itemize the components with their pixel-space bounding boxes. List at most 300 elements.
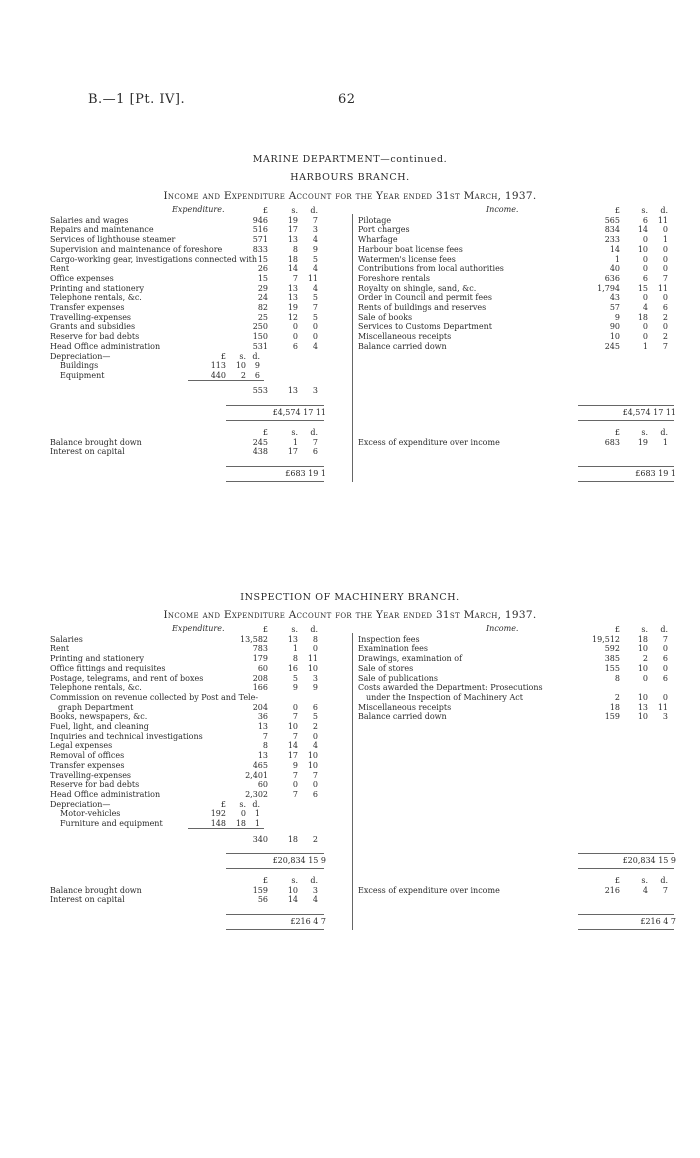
- harbours-inc-amt-s: 18: [637, 312, 648, 322]
- machinery-bal-exp-total: £216 4 7: [290, 917, 326, 927]
- machinery-bal-exp-amt-s: 10: [287, 885, 298, 895]
- harbours-exp-amt-s: 12: [287, 312, 298, 322]
- harbours-inc-head-s: s.: [641, 206, 648, 215]
- machinery-exp-amt-l: 179: [252, 654, 268, 664]
- harbours-inc-amt-s: 1: [642, 341, 648, 351]
- machinery-exp-amt-s: 9: [292, 683, 298, 693]
- harbours-inc-amt-l: 233: [604, 235, 620, 245]
- machinery-exp-label: Books, newspapers, &c.: [50, 712, 148, 722]
- harbours-inc-amt-l: 14: [609, 244, 620, 254]
- harbours-exp-label: Salaries and wages: [50, 215, 129, 225]
- machinery-bal-inc-amt-s: 4: [642, 885, 648, 895]
- harbours-inc-label: Harbour boat license fees: [358, 244, 463, 254]
- machinery-exp-label: Transfer expenses: [50, 760, 125, 770]
- machinery-dep-amt-l: 192: [210, 809, 226, 819]
- harbours-bal-exp-label: Interest on capital: [50, 447, 125, 457]
- harbours-bal-inc-total: £683 19 1: [635, 468, 676, 478]
- machinery-bal-exp-amt-d: 4: [312, 895, 318, 905]
- harbours-inc-label: Rents of buildings and reserves: [358, 303, 487, 312]
- harbours-inc-amt-d: 2: [662, 312, 668, 322]
- machinery-dep-label: Furniture and equipment: [60, 819, 163, 828]
- machinery-bal-inc-label: Excess of expenditure over income: [358, 885, 500, 895]
- harbours-exp-amt-s: 17: [287, 225, 298, 235]
- harbours-bal-inc-amt-s: 19: [637, 437, 648, 447]
- machinery-inc-label: Sale of publications: [358, 673, 439, 683]
- machinery-exp-amt-d: 10: [307, 751, 318, 761]
- harbours-account-title: Income and Expenditure Account for the Year ended 31st March, 1937.: [163, 190, 537, 202]
- machinery-exp-label: Inquiries and technical investigations: [50, 731, 203, 741]
- machinery-exp-amt-s: 7: [292, 789, 298, 799]
- harbours-branch-title: HARBOURS BRANCH.: [290, 172, 410, 183]
- harbours-exp-label: Repairs and maintenance: [50, 225, 154, 235]
- machinery-inc-amt-d: 7: [662, 634, 668, 644]
- machinery-inc-label: Examination fees: [358, 644, 429, 654]
- machinery-exp-amt-l: 166: [252, 683, 268, 693]
- harbours-inc-amt-d: 2: [662, 332, 668, 342]
- harbours-inc-amt-l: 10: [609, 332, 620, 342]
- harbours-exp-amt-l: 15: [257, 273, 268, 283]
- machinery-exp-amt-l: 36: [257, 712, 268, 722]
- machinery-inc-amt-d: 0: [662, 644, 668, 654]
- machinery-exp-head-s: s.: [291, 625, 298, 634]
- machinery-dep-total-d: 2: [312, 834, 318, 844]
- harbours-column-divider: [352, 214, 353, 482]
- harbours-dep-head-s: s.: [239, 351, 246, 361]
- harbours-exp-amt-l: 250: [252, 322, 268, 332]
- harbours-dep-total-l: 553: [252, 386, 268, 396]
- machinery-inc-head-s: s.: [641, 625, 648, 634]
- harbours-dep-amt-l: 113: [210, 361, 226, 371]
- harbours-exp-amt-s: 14: [287, 264, 298, 274]
- machinery-exp-amt-s: 10: [287, 722, 298, 731]
- harbours-bal-inc-head-d: d.: [660, 427, 668, 437]
- machinery-exp-amt-l: 783: [252, 644, 268, 654]
- machinery-exp-head-l: £: [262, 625, 268, 634]
- harbours-bal-exp-amt-l: 245: [252, 437, 268, 447]
- harbours-exp-head-l: £: [262, 206, 268, 215]
- harbours-inc-total-rule: [578, 405, 674, 406]
- machinery-bal-inc-amt-d: 7: [662, 885, 668, 895]
- machinery-dep-head-s: s.: [239, 799, 246, 809]
- machinery-exp-amt-l: 465: [252, 760, 268, 770]
- page-number: 62: [338, 92, 356, 107]
- machinery-bal-inc-amt-l: 216: [604, 885, 620, 895]
- harbours-bal-inc-rule2: [578, 481, 674, 482]
- machinery-exp-amt-d: 3: [312, 673, 318, 683]
- machinery-exp-amt-s: 7: [292, 731, 298, 741]
- harbours-dep-label: Equipment: [60, 370, 105, 380]
- harbours-dep-amt-s: 2: [240, 370, 246, 380]
- harbours-inc-amt-d: 0: [662, 322, 668, 332]
- machinery-exp-amt-l: 13: [257, 751, 268, 761]
- harbours-exp-amt-s: 0: [292, 332, 298, 342]
- machinery-expenditure-heading: Expenditure.: [172, 624, 225, 633]
- machinery-branch-title: INSPECTION OF MACHINERY BRANCH.: [240, 592, 460, 603]
- machinery-exp-label: Commission on revenue collected by Post and Tele-: [50, 692, 259, 702]
- machinery-exp-amt-d: 10: [307, 760, 318, 770]
- machinery-inc-label: Miscellaneous receipts: [358, 702, 452, 712]
- harbours-exp-label: Supervision and maintenance of foreshore: [50, 244, 223, 254]
- machinery-exp-label: Head Office administration: [50, 789, 161, 799]
- harbours-exp-amt-l: 15: [257, 254, 268, 264]
- machinery-inc-amt-d: 6: [662, 654, 668, 664]
- machinery-exp-label: Office fittings and requisites: [50, 663, 166, 673]
- machinery-inc-amt-s: 0: [642, 673, 648, 683]
- harbours-inc-amt-l: 636: [604, 273, 620, 283]
- machinery-exp-label: Depreciation—: [50, 799, 111, 809]
- machinery-exp-label: Postage, telegrams, and rent of boxes: [50, 673, 204, 683]
- machinery-exp-label: Salaries: [50, 634, 83, 644]
- harbours-exp-amt-l: 946: [252, 215, 268, 225]
- machinery-bal-inc-head-d: d.: [660, 875, 668, 885]
- harbours-exp-label: Office expenses: [50, 273, 114, 283]
- harbours-bal-exp-amt-s: 17: [287, 447, 298, 457]
- machinery-exp-amt-s: 9: [292, 760, 298, 770]
- harbours-inc-amt-l: 1: [614, 254, 620, 264]
- machinery-exp-label: Legal expenses: [50, 741, 113, 751]
- harbours-exp-amt-l: 82: [257, 303, 268, 312]
- machinery-exp-amt-d: 9: [312, 683, 318, 693]
- machinery-inc-amt-l: 2: [614, 692, 620, 702]
- harbours-inc-head-d: d.: [660, 206, 668, 215]
- harbours-inc-amt-d: 11: [657, 283, 668, 293]
- harbours-inc-amt-s: 6: [642, 273, 648, 283]
- harbours-bal-exp-head-d: d.: [310, 427, 318, 437]
- machinery-inc-label: under the Inspection of Machinery Act: [366, 692, 523, 702]
- harbours-bal-inc-label: Excess of expenditure over income: [358, 437, 500, 447]
- machinery-dep-rule: [188, 828, 264, 829]
- harbours-exp-label: Services of lighthouse steamer: [50, 235, 176, 245]
- machinery-exp-amt-s: 7: [292, 770, 298, 780]
- machinery-exp-amt-l: 13,582: [240, 634, 268, 644]
- machinery-inc-amt-d: 6: [662, 673, 668, 683]
- harbours-exp-label: Depreciation—: [50, 351, 111, 361]
- machinery-inc-amt-s: 10: [637, 692, 648, 702]
- machinery-bal-exp-head-d: d.: [310, 875, 318, 885]
- harbours-exp-label: Head Office administration: [50, 341, 161, 351]
- harbours-inc-label: Order in Council and permit fees: [358, 293, 492, 303]
- harbours-exp-amt-d: 4: [312, 283, 318, 293]
- machinery-exp-total: £20,834 15 9: [272, 856, 326, 866]
- harbours-exp-amt-d: 5: [312, 293, 318, 303]
- harbours-exp-amt-s: 0: [292, 322, 298, 332]
- machinery-exp-total-rule: [226, 853, 324, 854]
- harbours-inc-amt-l: 43: [609, 293, 620, 303]
- harbours-inc-label: Watermen's license fees: [358, 254, 456, 264]
- harbours-dep-amt-d: 6: [254, 370, 260, 380]
- harbours-exp-amt-d: 3: [312, 225, 318, 235]
- harbours-inc-amt-s: 6: [642, 215, 648, 225]
- machinery-exp-amt-s: 0: [292, 780, 298, 790]
- harbours-bal-inc-amt-d: 1: [662, 437, 668, 447]
- harbours-bal-inc-amt-l: 683: [604, 437, 620, 447]
- machinery-exp-label: Removal of offices: [50, 751, 125, 761]
- harbours-exp-amt-l: 26: [257, 264, 268, 274]
- harbours-inc-amt-s: 4: [642, 303, 648, 312]
- harbours-exp-amt-l: 571: [252, 235, 268, 245]
- machinery-exp-amt-l: 60: [257, 780, 268, 790]
- machinery-exp-amt-d: 0: [312, 731, 318, 741]
- machinery-exp-amt-d: 7: [312, 770, 318, 780]
- machinery-inc-amt-s: 18: [637, 634, 648, 644]
- machinery-exp-head-d: d.: [310, 625, 318, 634]
- harbours-exp-amt-d: 9: [312, 244, 318, 254]
- harbours-exp-amt-l: 516: [252, 225, 268, 235]
- harbours-income-heading: Income.: [486, 205, 519, 214]
- machinery-dep-amt-s: 0: [240, 809, 246, 819]
- machinery-bal-exp-amt-s: 14: [287, 895, 298, 905]
- harbours-exp-amt-l: 150: [252, 332, 268, 342]
- machinery-dep-head-d: d.: [252, 799, 260, 809]
- harbours-inc-amt-s: 0: [642, 332, 648, 342]
- harbours-dep-amt-l: 440: [210, 370, 226, 380]
- machinery-inc-amt-l: 8: [614, 673, 620, 683]
- machinery-inc-label: Inspection fees: [358, 634, 420, 644]
- machinery-bal-exp-amt-l: 56: [257, 895, 268, 905]
- harbours-inc-head-l: £: [614, 206, 620, 215]
- harbours-exp-amt-d: 4: [312, 341, 318, 351]
- harbours-inc-amt-d: 7: [662, 273, 668, 283]
- harbours-exp-amt-s: 13: [287, 283, 298, 293]
- machinery-bal-inc-rule2: [578, 929, 674, 930]
- machinery-exp-amt-l: 60: [257, 663, 268, 673]
- machinery-inc-amt-s: 10: [637, 644, 648, 654]
- harbours-exp-amt-d: 11: [307, 273, 318, 283]
- harbours-exp-label: Travelling-expenses: [50, 312, 132, 322]
- harbours-exp-amt-d: 5: [312, 312, 318, 322]
- machinery-bal-inc-head-s: s.: [641, 875, 648, 885]
- machinery-exp-amt-d: 11: [307, 654, 318, 664]
- harbours-exp-amt-l: 531: [252, 341, 268, 351]
- harbours-exp-label: Reserve for bad debts: [50, 332, 140, 342]
- harbours-inc-amt-d: 11: [657, 215, 668, 225]
- harbours-exp-amt-d: 4: [312, 264, 318, 274]
- harbours-exp-label: Printing and stationery: [50, 283, 145, 293]
- harbours-bal-inc-head-l: £: [614, 427, 620, 437]
- machinery-exp-amt-s: 7: [292, 712, 298, 722]
- harbours-inc-amt-l: 1,794: [597, 283, 620, 293]
- machinery-exp-amt-d: 6: [312, 789, 318, 799]
- harbours-inc-amt-l: 40: [609, 264, 620, 274]
- machinery-inc-label: Sale of stores: [358, 663, 414, 673]
- harbours-dep-head-l: £: [220, 351, 226, 361]
- harbours-exp-label: Transfer expenses: [50, 303, 125, 312]
- harbours-bal-inc-head-s: s.: [641, 427, 648, 437]
- machinery-exp-amt-d: 8: [312, 634, 318, 644]
- harbours-exp-amt-l: 29: [257, 283, 268, 293]
- harbours-inc-label: Wharfage: [358, 235, 398, 245]
- harbours-dep-amt-s: 10: [235, 361, 246, 371]
- machinery-bal-inc-head-l: £: [614, 875, 620, 885]
- harbours-expenditure-heading: Expenditure.: [172, 205, 225, 214]
- machinery-dep-total-l: 340: [252, 834, 268, 844]
- harbours-inc-amt-d: 0: [662, 293, 668, 303]
- harbours-inc-amt-d: 0: [662, 244, 668, 254]
- machinery-inc-amt-s: 2: [642, 654, 648, 664]
- harbours-inc-label: Services to Customs Department: [358, 322, 492, 332]
- machinery-exp-label: Reserve for bad debts: [50, 780, 140, 790]
- machinery-bal-inc-total: £216 4 7: [640, 917, 676, 927]
- harbours-inc-amt-s: 0: [642, 264, 648, 274]
- harbours-bal-exp-amt-d: 7: [312, 437, 318, 447]
- harbours-inc-label: Miscellaneous receipts: [358, 332, 452, 342]
- harbours-bal-exp-amt-s: 1: [292, 437, 298, 447]
- harbours-inc-amt-s: 15: [637, 283, 648, 293]
- machinery-exp-amt-d: 6: [312, 702, 318, 712]
- harbours-dep-rule: [188, 380, 264, 381]
- machinery-inc-head-l: £: [614, 625, 620, 634]
- page-reference: B.—1 [Pt. IV].: [88, 92, 186, 107]
- machinery-bal-exp-rule2: [226, 929, 324, 930]
- harbours-exp-amt-d: 7: [312, 303, 318, 312]
- harbours-inc-amt-l: 57: [609, 303, 620, 312]
- harbours-bal-exp-rule: [226, 466, 324, 467]
- harbours-exp-amt-d: 0: [312, 322, 318, 332]
- harbours-exp-amt-l: 833: [252, 244, 268, 254]
- harbours-inc-amt-d: 1: [662, 235, 668, 245]
- harbours-inc-amt-s: 0: [642, 235, 648, 245]
- harbours-bal-inc-rule: [578, 466, 674, 467]
- machinery-exp-amt-d: 4: [312, 741, 318, 751]
- harbours-inc-label: Foreshore rentals: [358, 273, 431, 283]
- harbours-bal-exp-amt-d: 6: [312, 447, 318, 457]
- harbours-exp-total: £4,574 17 11: [272, 408, 326, 418]
- machinery-dep-total-s: 18: [287, 834, 298, 844]
- harbours-inc-amt-d: 0: [662, 225, 668, 235]
- harbours-inc-amt-s: 10: [637, 244, 648, 254]
- machinery-bal-exp-label: Balance brought down: [50, 885, 142, 895]
- machinery-exp-amt-d: 2: [312, 722, 318, 731]
- harbours-exp-amt-l: 24: [257, 293, 268, 303]
- machinery-exp-amt-s: 16: [287, 663, 298, 673]
- machinery-inc-total-rule2: [578, 868, 674, 869]
- harbours-inc-amt-s: 0: [642, 254, 648, 264]
- machinery-exp-amt-s: 14: [287, 741, 298, 751]
- harbours-exp-amt-s: 7: [292, 273, 298, 283]
- machinery-inc-amt-l: 19,512: [592, 634, 620, 644]
- machinery-bal-inc-rule: [578, 914, 674, 915]
- machinery-exp-amt-s: 13: [287, 634, 298, 644]
- harbours-exp-label: Rent: [50, 264, 70, 274]
- machinery-exp-amt-d: 0: [312, 644, 318, 654]
- harbours-exp-label: Grants and subsidies: [50, 322, 136, 332]
- machinery-exp-amt-l: 2,302: [245, 789, 268, 799]
- machinery-exp-amt-l: 7: [262, 731, 268, 741]
- machinery-inc-label: Drawings, examination of: [358, 654, 463, 664]
- harbours-exp-head-d: d.: [310, 206, 318, 215]
- machinery-bal-exp-rule: [226, 914, 324, 915]
- machinery-inc-amt-d: 11: [657, 702, 668, 712]
- harbours-dep-head-d: d.: [252, 351, 260, 361]
- harbours-exp-amt-l: 25: [257, 312, 268, 322]
- harbours-dep-amt-d: 9: [254, 361, 260, 371]
- harbours-bal-exp-amt-l: 438: [252, 447, 268, 457]
- harbours-inc-amt-d: 0: [662, 264, 668, 274]
- machinery-exp-amt-d: 5: [312, 712, 318, 722]
- machinery-column-divider: [352, 633, 353, 930]
- machinery-dep-label: Motor-vehicles: [60, 809, 121, 819]
- harbours-inc-amt-s: 0: [642, 293, 648, 303]
- department-title: MARINE DEPARTMENT—continued.: [252, 154, 448, 165]
- machinery-dep-head-l: £: [220, 799, 226, 809]
- machinery-exp-amt-s: 8: [292, 654, 298, 664]
- harbours-exp-amt-d: 7: [312, 215, 318, 225]
- machinery-inc-amt-d: 0: [662, 692, 668, 702]
- harbours-dep-label: Buildings: [60, 361, 99, 371]
- harbours-exp-amt-d: 0: [312, 332, 318, 342]
- machinery-exp-amt-l: 8: [262, 741, 268, 751]
- harbours-inc-amt-d: 6: [662, 303, 668, 312]
- harbours-bal-exp-label: Balance brought down: [50, 437, 142, 447]
- machinery-inc-label: Costs awarded the Department: Prosecutions: [358, 683, 543, 693]
- harbours-inc-amt-s: 14: [637, 225, 648, 235]
- harbours-inc-label: Balance carried down: [358, 341, 447, 351]
- harbours-dep-total-s: 13: [287, 386, 298, 396]
- harbours-inc-amt-l: 9: [614, 312, 620, 322]
- machinery-inc-amt-l: 385: [604, 654, 620, 664]
- harbours-inc-amt-l: 834: [604, 225, 620, 235]
- harbours-exp-amt-s: 6: [292, 341, 298, 351]
- harbours-inc-amt-s: 0: [642, 322, 648, 332]
- harbours-exp-amt-s: 18: [287, 254, 298, 264]
- machinery-exp-amt-s: 0: [292, 702, 298, 712]
- machinery-exp-label: Travelling-expenses: [50, 770, 132, 780]
- machinery-inc-amt-s: 13: [637, 702, 648, 712]
- machinery-inc-amt-l: 155: [604, 663, 620, 673]
- harbours-exp-amt-s: 8: [292, 244, 298, 254]
- machinery-inc-head-d: d.: [660, 625, 668, 634]
- harbours-exp-amt-s: 19: [287, 303, 298, 312]
- machinery-bal-exp-head-s: s.: [291, 875, 298, 885]
- machinery-exp-label: Telephone rentals, &c.: [50, 683, 142, 693]
- machinery-inc-amt-d: 0: [662, 663, 668, 673]
- harbours-bal-exp-head-s: s.: [291, 427, 298, 437]
- machinery-exp-total-rule2: [226, 868, 324, 869]
- machinery-exp-amt-s: 17: [287, 751, 298, 761]
- harbours-exp-total-rule2: [226, 420, 324, 421]
- harbours-inc-label: Royalty on shingle, sand, &c.: [358, 283, 477, 293]
- machinery-bal-exp-amt-d: 3: [312, 885, 318, 895]
- harbours-inc-amt-l: 90: [609, 322, 620, 332]
- machinery-income-heading: Income.: [486, 624, 519, 633]
- harbours-dep-total-d: 3: [312, 386, 318, 396]
- machinery-exp-amt-l: 13: [257, 722, 268, 731]
- machinery-account-title: Income and Expenditure Account for the Year ended 31st March, 1937.: [163, 609, 537, 621]
- harbours-exp-total-rule: [226, 405, 324, 406]
- harbours-bal-exp-total: £683 19 1: [285, 468, 326, 478]
- machinery-inc-amt-d: 3: [662, 712, 668, 722]
- harbours-inc-amt-l: 245: [604, 341, 620, 351]
- harbours-inc-label: Sale of books: [358, 312, 413, 322]
- machinery-bal-exp-head-l: £: [262, 875, 268, 885]
- machinery-dep-amt-s: 18: [235, 819, 246, 828]
- machinery-exp-label: Rent: [50, 644, 70, 654]
- harbours-exp-amt-s: 13: [287, 293, 298, 303]
- machinery-exp-amt-d: 0: [312, 780, 318, 790]
- machinery-exp-amt-l: 208: [252, 673, 268, 683]
- machinery-inc-amt-s: 10: [637, 712, 648, 722]
- machinery-exp-amt-d: 10: [307, 663, 318, 673]
- machinery-bal-exp-label: Interest on capital: [50, 895, 125, 905]
- machinery-dep-amt-d: 1: [254, 819, 260, 828]
- harbours-exp-amt-d: 5: [312, 254, 318, 264]
- machinery-inc-amt-l: 159: [604, 712, 620, 722]
- machinery-exp-label: Fuel, light, and cleaning: [50, 722, 149, 731]
- harbours-inc-total-rule2: [578, 420, 674, 421]
- machinery-exp-label: graph Department: [58, 702, 134, 712]
- machinery-inc-amt-l: 592: [604, 644, 620, 654]
- machinery-inc-amt-l: 18: [609, 702, 620, 712]
